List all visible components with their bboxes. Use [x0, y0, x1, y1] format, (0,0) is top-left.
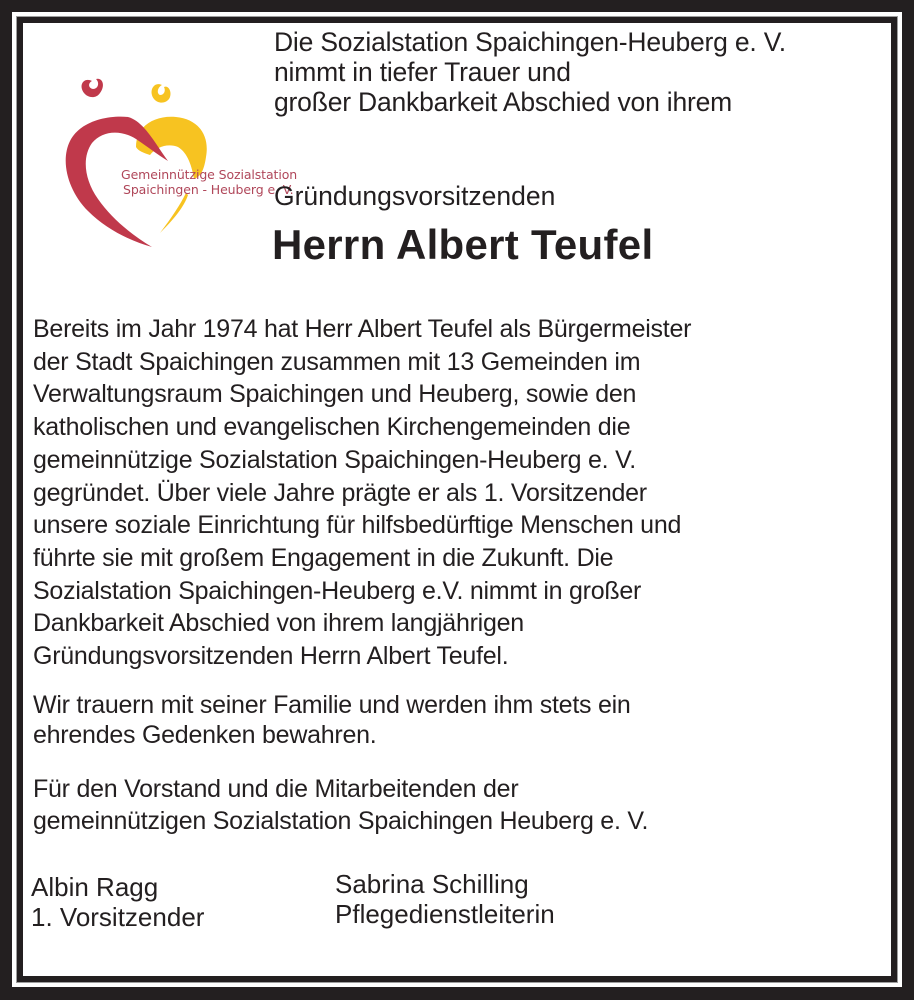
signer-title: 1. Vorsitzender — [31, 902, 205, 932]
text-line: gegründet. Über viele Jahre prägte er als 1. Vorsitzender — [33, 478, 647, 507]
intro-line: Die Sozialstation Spaichingen-Heuberg e. V. — [274, 27, 786, 57]
text-line: gemeinnützigen Sozialstation Spaichingen Heuberg e. V. — [33, 807, 649, 835]
logo-line-2: Spaichingen - Heuberg e. V. — [123, 182, 294, 197]
text-line: führte sie mit großem Engagement in die Zukunft. Die — [33, 543, 614, 572]
text-line: Für den Vorstand und die Mitarbeitenden der — [33, 775, 519, 803]
text-line: ehrendes Gedenken bewahren. — [33, 720, 377, 749]
intro-text — [274, 27, 786, 117]
on-behalf-paragraph — [33, 773, 648, 837]
logo-line-1: Gemeinnützige Sozialstation — [121, 167, 298, 182]
text-line: gemeinnützige Sozialstation Spaichingen-Heuberg e. V. — [33, 445, 636, 474]
intro-line: großer Dankbarkeit Abschied von ihrem — [274, 87, 733, 117]
tribute-paragraph — [33, 313, 691, 673]
logo-wordmark — [121, 167, 297, 197]
heart-figures-icon — [40, 55, 310, 255]
text-line: Wir trauern mit seiner Familie und werden ihm stets ein — [33, 691, 631, 719]
text-line: Gründungsvorsitzenden Herrn Albert Teufel. — [33, 642, 509, 671]
intro-line: nimmt in tiefer Trauer und — [274, 57, 571, 87]
text-line: unsere soziale Einrichtung für hilfsbedürftige Menschen und — [33, 511, 682, 540]
signer-title: Pflegedienstleiterin — [335, 899, 555, 929]
text-line: Sozialstation Spaichingen-Heuberg e.V. nimmt in großer — [33, 576, 642, 605]
signer-care-manager — [335, 869, 555, 929]
text-line: Dankbarkeit Abschied von ihrem langjährigen — [33, 609, 524, 638]
deceased-name: Herrn Albert Teufel — [272, 221, 654, 268]
signer-chairman — [31, 872, 204, 932]
mourning-paragraph — [33, 691, 631, 750]
text-line: der Stadt Spaichingen zusammen mit 13 Gemeinden im — [33, 347, 641, 376]
sozialstation-logo — [40, 55, 310, 255]
text-line: Bereits im Jahr 1974 hat Herr Albert Teufel als Bürgermeister — [33, 315, 692, 343]
signer-name: Sabrina Schilling — [335, 869, 529, 899]
text-line: Verwaltungsraum Spaichingen und Heuberg, sowie den — [33, 380, 637, 409]
text-line: katholischen und evangelischen Kirchengemeinden die — [33, 413, 631, 442]
deceased-role: Gründungsvorsitzenden — [274, 181, 556, 211]
signer-name: Albin Ragg — [31, 872, 159, 902]
